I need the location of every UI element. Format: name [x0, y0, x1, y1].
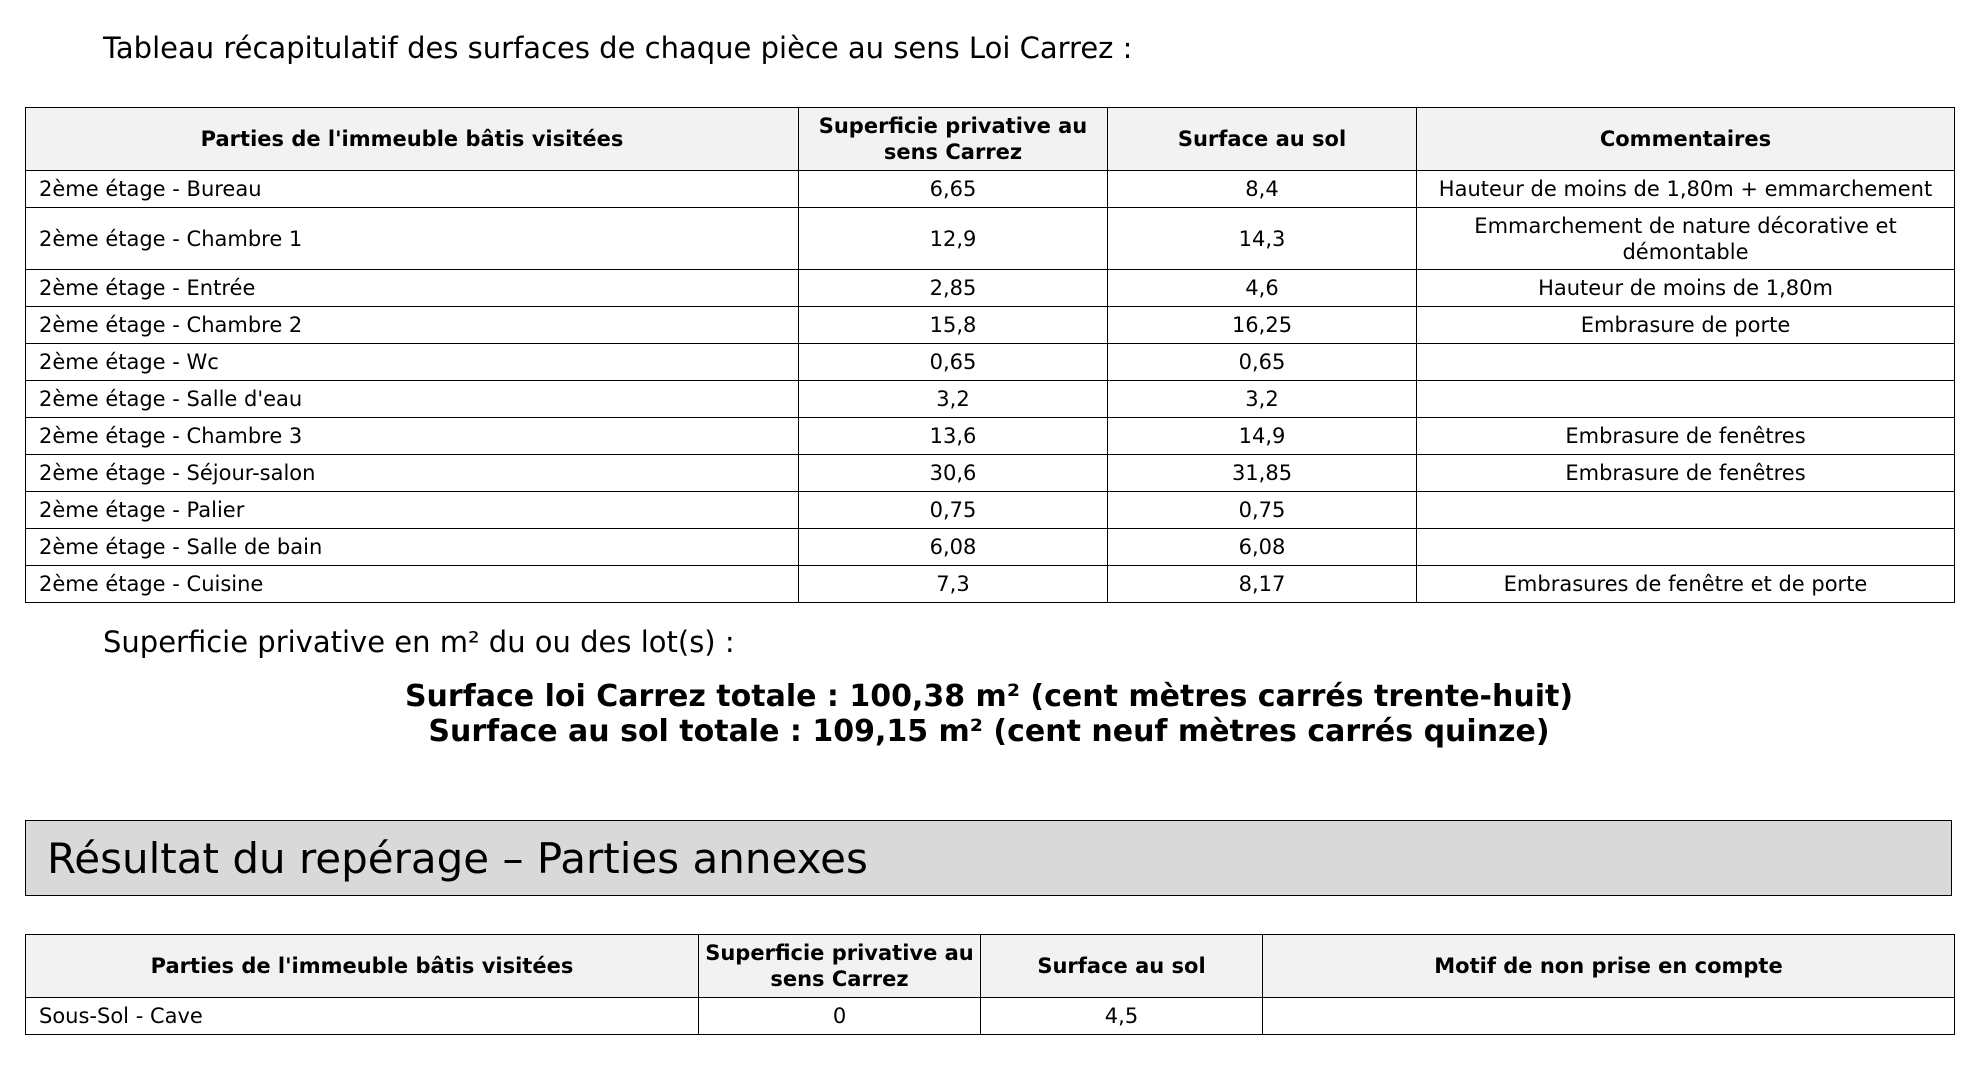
cell-sol: 0,75 — [1108, 492, 1417, 529]
table-row — [26, 455, 1955, 492]
header-parties: Parties de l'immeuble bâtis visitées — [26, 935, 699, 998]
table-row — [26, 492, 1955, 529]
cell-partie: 2ème étage - Salle de bain — [26, 529, 799, 566]
cell-commentaire — [1417, 492, 1955, 529]
annexes-table — [25, 934, 1955, 1035]
cell-carrez: 3,2 — [799, 381, 1108, 418]
cell-partie: 2ème étage - Chambre 3 — [26, 418, 799, 455]
header-surface-sol: Surface au sol — [1108, 108, 1417, 171]
table-row — [26, 270, 1955, 307]
cell-carrez: 0 — [699, 998, 981, 1035]
cell-carrez: 30,6 — [799, 455, 1108, 492]
table-row — [26, 998, 1955, 1035]
cell-commentaire: Hauteur de moins de 1,80m — [1417, 270, 1955, 307]
cell-commentaire: Embrasure de fenêtres — [1417, 455, 1955, 492]
cell-sol: 31,85 — [1108, 455, 1417, 492]
cell-sol: 8,17 — [1108, 566, 1417, 603]
cell-commentaire: Embrasures de fenêtre et de porte — [1417, 566, 1955, 603]
subtotal-label: Superficie privative en m² du ou des lot(s) : — [103, 625, 735, 659]
header-parties: Parties de l'immeuble bâtis visitées — [26, 108, 799, 171]
cell-carrez: 2,85 — [799, 270, 1108, 307]
cell-sol: 14,3 — [1108, 208, 1417, 270]
cell-carrez: 12,9 — [799, 208, 1108, 270]
table-row — [26, 566, 1955, 603]
cell-commentaire — [1417, 529, 1955, 566]
intro-text: Tableau récapitulatif des surfaces de chaque pièce au sens Loi Carrez : — [103, 31, 1133, 65]
cell-carrez: 6,65 — [799, 171, 1108, 208]
cell-commentaire — [1417, 381, 1955, 418]
cell-partie: 2ème étage - Chambre 1 — [26, 208, 799, 270]
table-row — [26, 381, 1955, 418]
table-row — [26, 344, 1955, 381]
cell-partie: 2ème étage - Séjour-salon — [26, 455, 799, 492]
cell-commentaire — [1417, 344, 1955, 381]
table-row — [26, 418, 1955, 455]
cell-carrez: 0,65 — [799, 344, 1108, 381]
cell-sol: 8,4 — [1108, 171, 1417, 208]
header-commentaires: Commentaires — [1417, 108, 1955, 171]
table-row — [26, 529, 1955, 566]
cell-partie: 2ème étage - Palier — [26, 492, 799, 529]
cell-partie: 2ème étage - Wc — [26, 344, 799, 381]
cell-partie: 2ème étage - Cuisine — [26, 566, 799, 603]
total-sol: Surface au sol totale : 109,15 m² (cent neuf mètres carrés quinze) — [428, 714, 1550, 749]
cell-partie: 2ème étage - Salle d'eau — [26, 381, 799, 418]
cell-commentaire: Emmarchement de nature décorative et démontable — [1417, 208, 1955, 270]
header-surface-sol: Surface au sol — [981, 935, 1263, 998]
cell-partie: 2ème étage - Entrée — [26, 270, 799, 307]
table-row — [26, 171, 1955, 208]
cell-carrez: 0,75 — [799, 492, 1108, 529]
table-row — [26, 208, 1955, 270]
cell-motif — [1263, 998, 1955, 1035]
cell-commentaire: Hauteur de moins de 1,80m + emmarchement — [1417, 171, 1955, 208]
cell-carrez: 13,6 — [799, 418, 1108, 455]
cell-sol: 3,2 — [1108, 381, 1417, 418]
cell-carrez: 15,8 — [799, 307, 1108, 344]
cell-carrez: 7,3 — [799, 566, 1108, 603]
cell-sol: 0,65 — [1108, 344, 1417, 381]
cell-sol: 14,9 — [1108, 418, 1417, 455]
carrez-table — [25, 107, 1955, 603]
totals-block — [0, 679, 1978, 749]
cell-commentaire: Embrasure de fenêtres — [1417, 418, 1955, 455]
cell-sol: 4,5 — [981, 998, 1263, 1035]
cell-sol: 6,08 — [1108, 529, 1417, 566]
section-title: Résultat du repérage – Parties annexes — [47, 834, 868, 883]
cell-commentaire: Embrasure de porte — [1417, 307, 1955, 344]
cell-partie: Sous-Sol - Cave — [26, 998, 699, 1035]
section-header — [25, 820, 1952, 896]
table-header-row — [26, 108, 1955, 171]
cell-partie: 2ème étage - Bureau — [26, 171, 799, 208]
header-superficie-carrez: Superficie privative au sens Carrez — [799, 108, 1108, 171]
cell-sol: 4,6 — [1108, 270, 1417, 307]
header-motif: Motif de non prise en compte — [1263, 935, 1955, 998]
cell-sol: 16,25 — [1108, 307, 1417, 344]
cell-carrez: 6,08 — [799, 529, 1108, 566]
cell-partie: 2ème étage - Chambre 2 — [26, 307, 799, 344]
header-superficie-carrez: Superficie privative au sens Carrez — [699, 935, 981, 998]
table-row — [26, 307, 1955, 344]
total-carrez: Surface loi Carrez totale : 100,38 m² (cent mètres carrés trente-huit) — [404, 679, 1574, 714]
table-header-row — [26, 935, 1955, 998]
